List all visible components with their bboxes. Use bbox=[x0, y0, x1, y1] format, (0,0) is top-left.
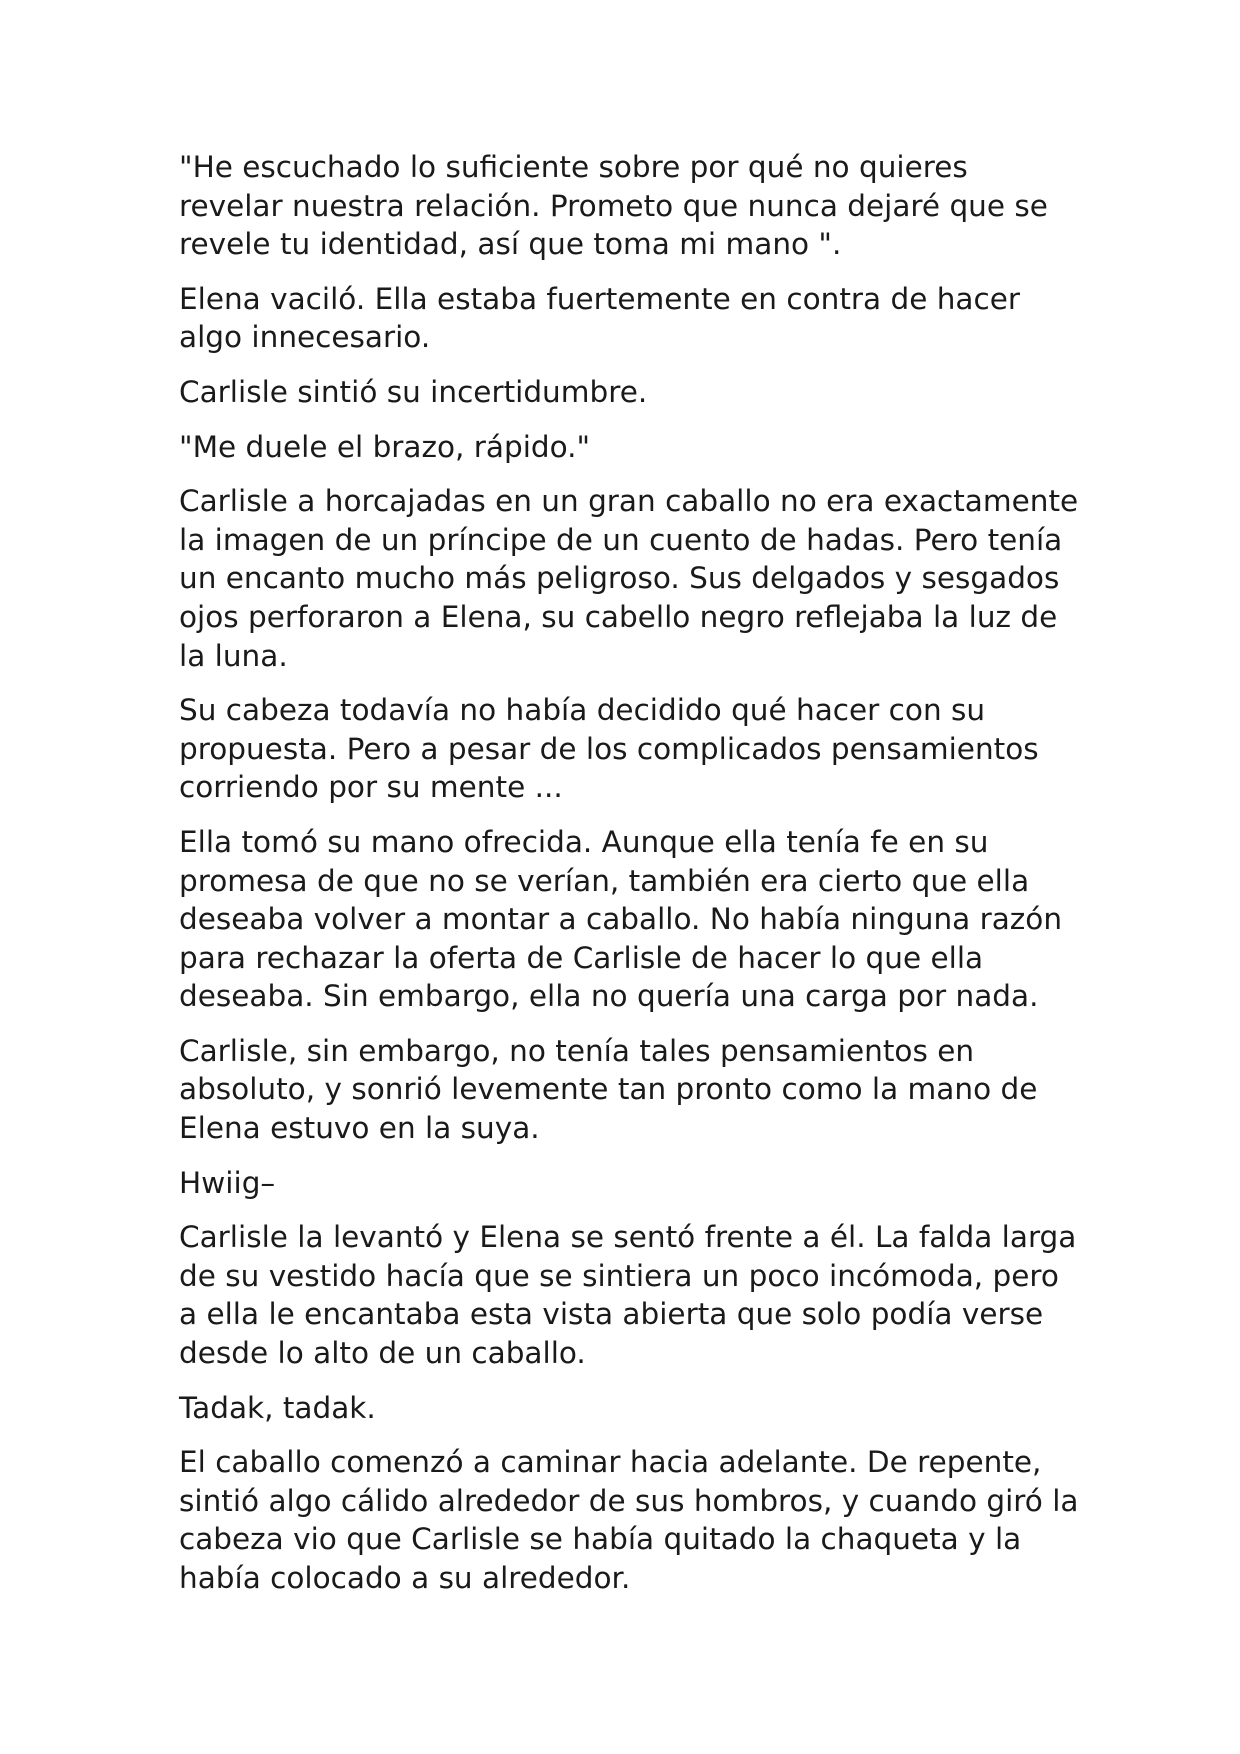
document-body bbox=[179, 148, 1079, 1598]
paragraph: El caballo comenzó a caminar hacia adelante. De repente, sintió algo cálido alrededor de sus hombros, y cuando giró la cabeza vio que Carlisle se había quitado la chaqueta y la había colocado a su alrededor. bbox=[179, 1445, 1079, 1595]
paragraph: Tadak, tadak. bbox=[179, 1390, 376, 1425]
paragraph: Su cabeza todavía no había decidido qué hacer con su propuesta. Pero a pesar de los complicados pensamientos corriendo por su mente ... bbox=[179, 693, 1039, 805]
paragraph: Hwiig– bbox=[179, 1165, 276, 1200]
paragraph: Ella tomó su mano ofrecida. Aunque ella tenía fe en su promesa de que no se verían, también era cierto que ella deseaba volver a montar a caballo. No había ninguna razón para rechazar la oferta de Carlisle de hacer lo que ella deseaba. Sin embargo, ella no quería una carga por nada. bbox=[179, 824, 1063, 1014]
paragraph: "Me duele el brazo, rápido." bbox=[179, 429, 591, 464]
paragraph: Carlisle a horcajadas en un gran caballo no era exactamente la imagen de un príncipe de un cuento de hadas. Pero tenía un encanto mucho más peligroso. Sus delgados y sesgados ojos perforaron a Elena, su cabello negro reflejaba la luz de la luna. bbox=[179, 484, 1079, 673]
paragraph: Carlisle la levantó y Elena se sentó frente a él. La falda larga de su vestido hacía que se sintiera un poco incómoda, pero a ella le encantaba esta vista abierta que solo podía verse desde lo alto de un caballo. bbox=[179, 1220, 1077, 1371]
paragraph: Carlisle, sin embargo, no tenía tales pensamientos en absoluto, y sonrió levemente tan pronto como la mano de Elena estuvo en la suya. bbox=[179, 1033, 1038, 1146]
paragraph: Carlisle sintió su incertidumbre. bbox=[179, 374, 648, 409]
paragraph: Elena vaciló. Ella estaba fuertemente en contra de hacer algo innecesario. bbox=[179, 281, 1021, 355]
paragraph: "He escuchado lo suficiente sobre por qué no quieres revelar nuestra relación. Prometo que nunca dejaré que se revele tu identidad, así que toma mi mano ". bbox=[179, 150, 1048, 262]
